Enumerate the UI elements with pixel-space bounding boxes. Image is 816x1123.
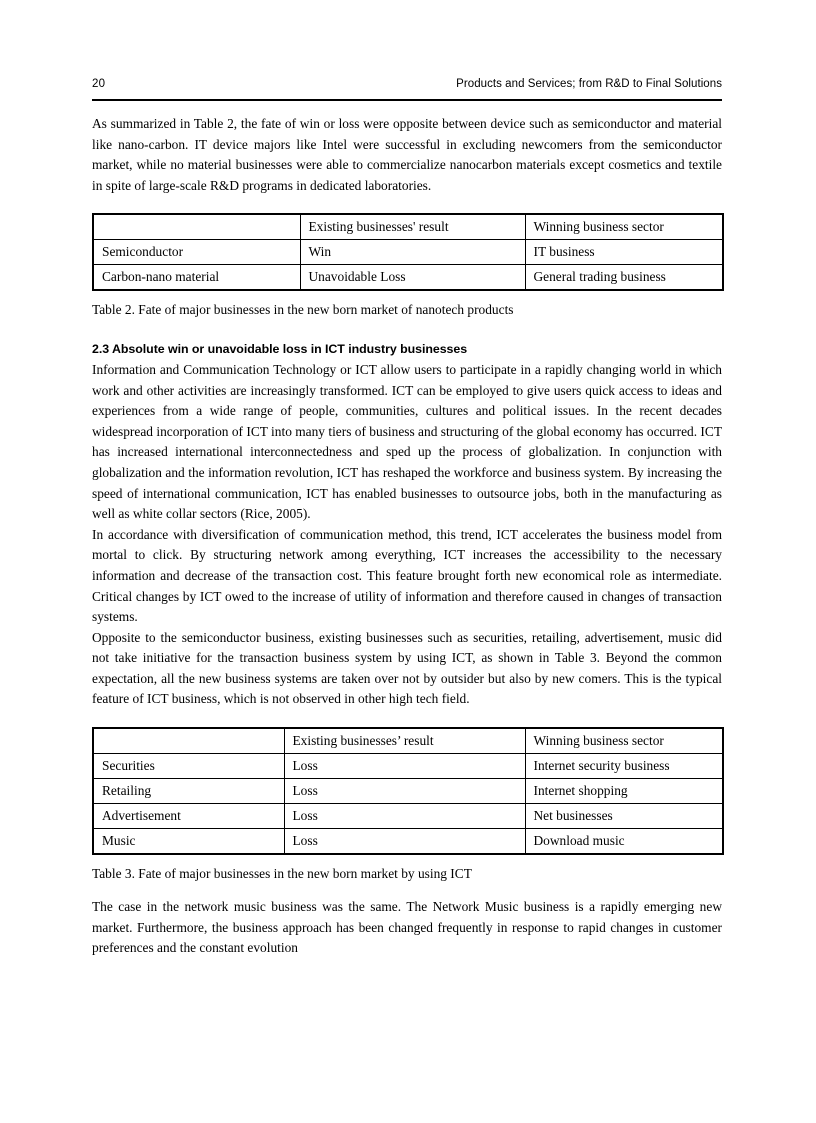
spacer-before-table3 — [92, 710, 722, 727]
table-row-header — [93, 214, 723, 240]
table-row — [93, 804, 723, 829]
table3-r0-c2: Internet security business — [525, 754, 723, 779]
table2-r0-c1: Win — [300, 240, 525, 265]
table-row — [93, 754, 723, 779]
table3-r1-c0: Retailing — [93, 779, 284, 804]
table2-r0-c2: IT business — [525, 240, 723, 265]
table3-header-cell-1: Existing businesses’ result — [284, 728, 525, 754]
table2-r1-c0: Carbon-nano material — [93, 265, 300, 291]
paragraph-intro: As summarized in Table 2, the fate of win or loss were opposite between device such as semiconductor and material like nano-carbon. IT device majors like Intel were successful in excluding newcomers from the semiconductor market, while no material businesses were able to commercialize nanocarbon materials except cosmetics and textile in spite of large-scale R&D programs in dedicated laboratories. — [92, 116, 722, 193]
running-head-title: Products and Services; from R&D to Final Solutions — [456, 78, 722, 90]
table2-header-cell-1: Existing businesses' result — [300, 214, 525, 240]
table-3 — [92, 727, 724, 855]
page-content — [92, 114, 722, 959]
paragraph-ict-transaction: In accordance with diversification of communication method, this trend, ICT accelerates the business model from mortal to click. By structuring network among everything, ICT increases the accessibility to the necessary information and decrease of the transaction cost. This feature brought forth new economical role as intermediate. Critical changes by ICT owed to the increase of utility of information and therefore caused in changes of transaction systems. — [92, 526, 722, 625]
table-row — [93, 779, 723, 804]
section-heading-2-3: 2.3 Absolute win or unavoidable loss in ICT industry businesses — [92, 342, 468, 357]
table-row — [93, 265, 723, 291]
table3-r3-c0: Music — [93, 829, 284, 855]
table2-caption: Table 2. Fate of major businesses in the new born market of nanotech products — [92, 302, 514, 318]
spacer-before-heading — [92, 320, 722, 339]
table-row-header — [93, 728, 723, 754]
table-row — [93, 240, 723, 265]
table-2 — [92, 213, 724, 291]
table3-r3-c1: Loss — [284, 829, 525, 855]
paragraph-ict-overview: Information and Communication Technology or ICT allow users to participate in a rapidly changing world in which work and other activities are increasingly transformed. ICT can be employed to give users quick access to ideas and experiences from a wide range of people, communities, cultures and political issues. In the recent decades widespread incorporation of ICT into many tiers of business and structuring of the global economy has occurred. ICT has increased international interconnectedness and sped up the process of globalization. In conjunction with globalization and the information revolution, ICT has reshaped the workforce and business system. By increasing the speed of international communication, ICT has enabled businesses to outsource jobs, both in the manufacturing as well as white collar sectors (Rice, 2005). — [92, 361, 722, 522]
table3-r2-c2: Net businesses — [525, 804, 723, 829]
table2-header-cell-0 — [93, 214, 300, 240]
table3-r2-c0: Advertisement — [93, 804, 284, 829]
table3-header-cell-2: Winning business sector — [525, 728, 723, 754]
table2-r0-c0: Semiconductor — [93, 240, 300, 265]
paragraph-network-music: The case in the network music business was the same. The Network Music business is a rapidly emerging new market. Furthermore, the business approach has been changed frequently in response to rapid changes in customer preferences and the constant evolution — [92, 899, 722, 956]
spacer-after-table2 — [92, 291, 722, 300]
table3-r0-c0: Securities — [93, 754, 284, 779]
spacer-before-final-paragraph — [92, 884, 722, 897]
spacer-after-table3 — [92, 855, 722, 864]
table3-r1-c2: Internet shopping — [525, 779, 723, 804]
table3-r3-c2: Download music — [525, 829, 723, 855]
page-number: 20 — [92, 78, 106, 90]
table2-header-cell-2: Winning business sector — [525, 214, 723, 240]
table-row — [93, 829, 723, 855]
table3-r0-c1: Loss — [284, 754, 525, 779]
table3-header-cell-0 — [93, 728, 284, 754]
table3-caption: Table 3. Fate of major businesses in the new born market by using ICT — [92, 866, 472, 882]
spacer-before-table2 — [92, 196, 722, 213]
table3-r1-c1: Loss — [284, 779, 525, 804]
table2-r1-c2: General trading business — [525, 265, 723, 291]
header-divider-rule — [92, 99, 722, 101]
page-running-header — [92, 78, 722, 100]
table3-r2-c1: Loss — [284, 804, 525, 829]
paragraph-ict-opposite: Opposite to the semiconductor business, existing businesses such as securities, retailing, advertisement, music did not take initiative for the transaction business system by using ICT, as shown in Table 3. Beyond the common expectation, all the new business systems are taken over not by outsider but also by new comers. This is the typical feature of ICT business, which is not observed in other high tech field. — [92, 629, 722, 707]
table2-r1-c1: Unavoidable Loss — [300, 265, 525, 291]
